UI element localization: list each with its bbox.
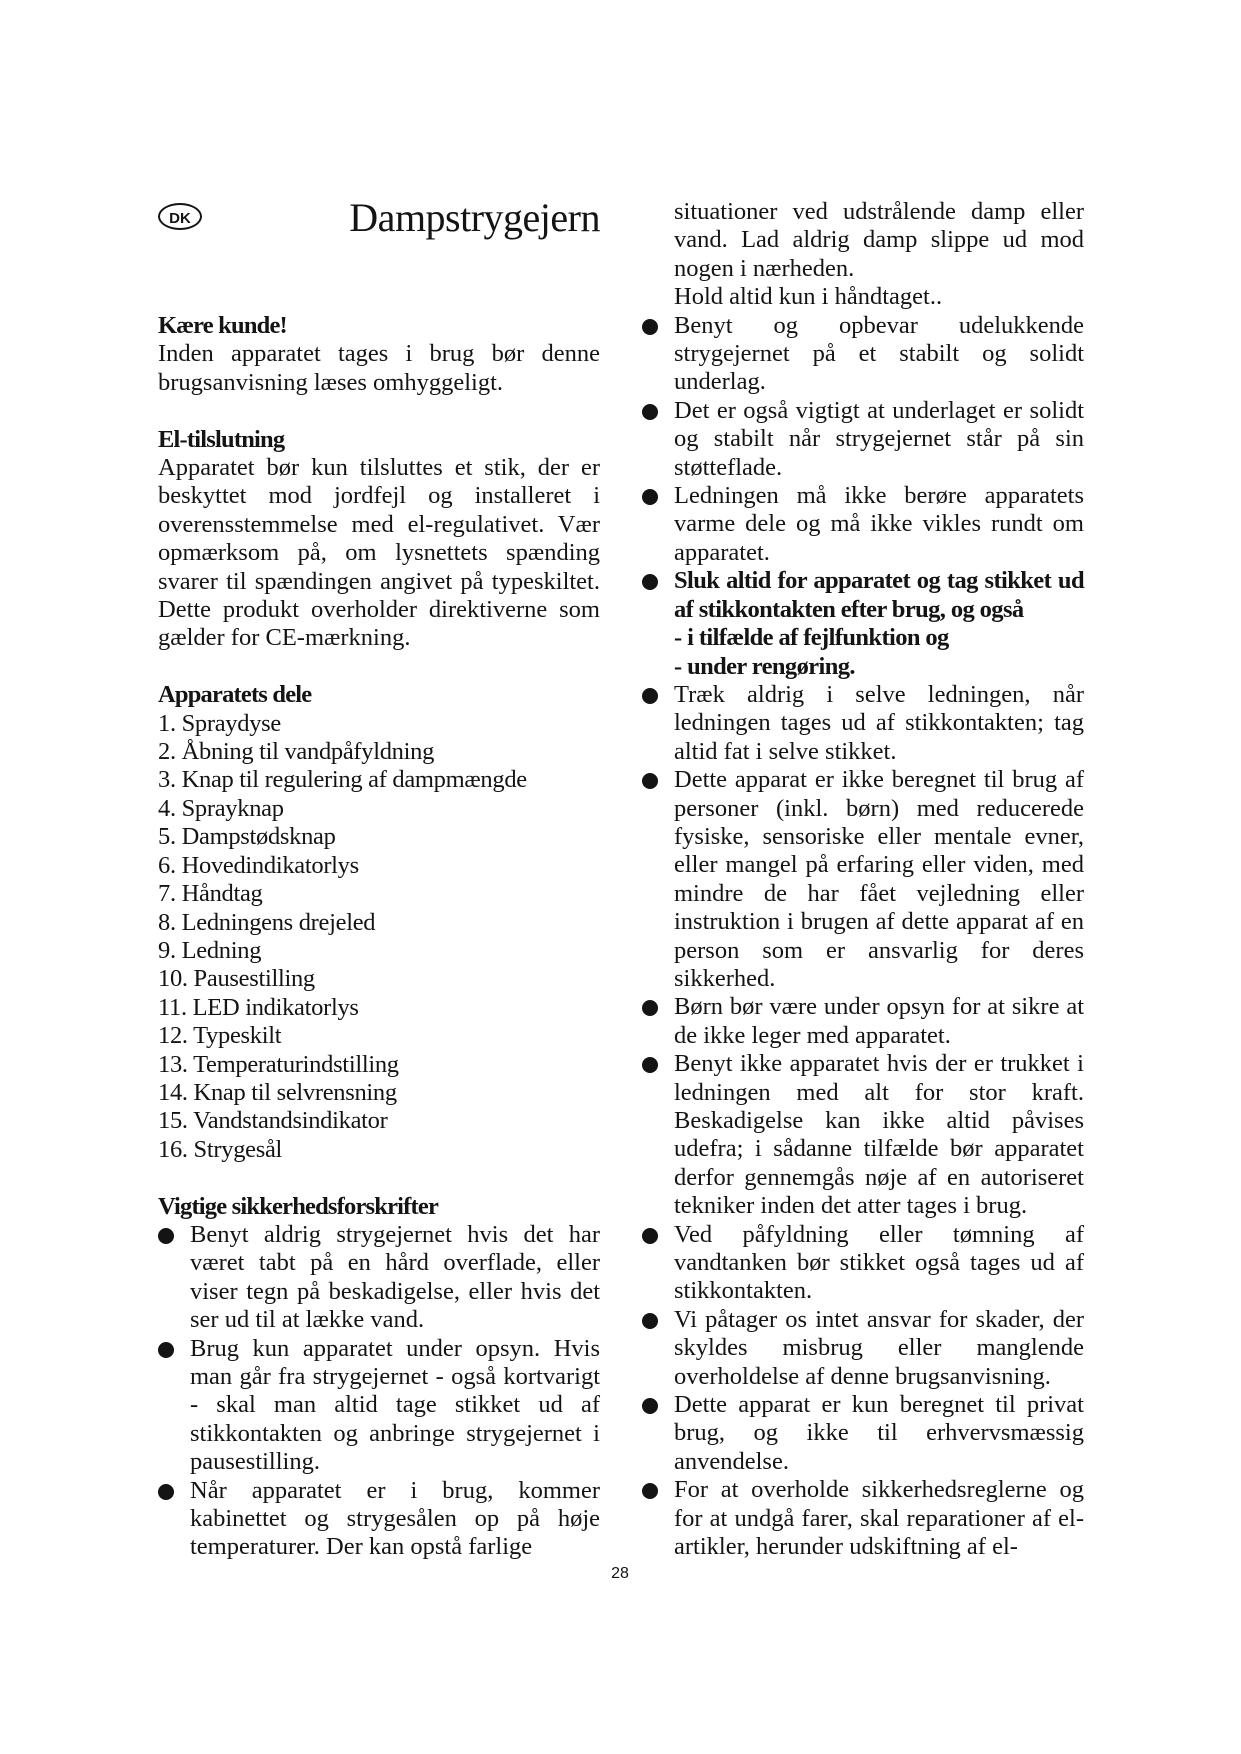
list-item: 13. Temperaturindstilling [158, 1050, 399, 1078]
list-item: Benyt og opbevar udelukkende strygejernet på et stabilt og solidt underlag. [642, 312, 1084, 397]
warning-line: Sluk altid for apparatet og tag stikket ud af stikkontakten efter brug, og også [674, 567, 1084, 623]
spacer [158, 653, 600, 681]
list-item: 1. Spraydyse [158, 709, 281, 737]
list-item: 4. Sprayknap [158, 794, 284, 822]
list-item: 8. Ledningens drejeled [158, 908, 376, 936]
warning-line: - i tilfælde af fejlfunktion og [674, 624, 949, 652]
list-item: Dette apparat er kun beregnet til privat brug, og ikke til erhvervsmæssig anvendelse. [642, 1391, 1084, 1476]
safety-continuation-2: Hold altid kun i håndtaget.. [674, 283, 943, 311]
country-badge: DK [158, 203, 202, 230]
list-item: For at overholde sikkerhedsreglerne og for at undgå farer, skal reparationer af el-artikler, herunder udskiftning af el- [642, 1476, 1084, 1561]
list-item: Benyt ikke apparatet hvis der er trukket i ledningen med alt for stor kraft. Beskadigelse kan ikke altid påvises udefra; i sådanne tilfælde bør apparatet derfor gennemgås nøje af en autoriseret tekniker inden det atter tages i brug. [642, 1050, 1084, 1220]
page-title: Dampstrygejern [349, 195, 600, 240]
parts-heading: Apparatets dele [158, 681, 312, 709]
list-item: Det er også vigtigt at underlaget er solidt og stabilt når strygejernet står på sin støtteflade. [642, 397, 1084, 482]
warning-line: - under rengøring. [674, 652, 855, 680]
list-item-warning [642, 567, 1084, 681]
list-item: 7. Håndtag [158, 880, 263, 908]
spacer [158, 397, 600, 425]
intro-heading: Kære kunde! [158, 312, 287, 339]
list-item: 11. LED indikatorlys [158, 993, 359, 1021]
list-item: Dette apparat er ikke beregnet til brug af personer (inkl. børn) med reducerede fysiske, sensoriske eller mentale evner, eller mangel på erfaring eller viden, med mindre de har fået vejledning eller instruktion i brugen af dette apparat af en person som er ansvarlig for deres sikkerhed. [642, 766, 1084, 993]
list-item: Ved påfyldning eller tømning af vandtanken bør stikket også tages ud af stikkontakten. [642, 1221, 1084, 1306]
list-item: 5. Dampstødsknap [158, 823, 336, 851]
list-item: 2. Åbning til vandpåfyldning [158, 738, 435, 766]
list-item: 16. Strygesål [158, 1135, 283, 1163]
safety-heading: Vigtige sikkerhedsforskrifter [158, 1192, 439, 1220]
page-number: 28 [611, 1565, 629, 1582]
list-item: 12. Typeskilt [158, 1022, 282, 1050]
list-item: Benyt aldrig strygejernet hvis det har været tabt på en hård overflade, eller viser tegn på beskadigelse, eller hvis det ser ud til at lække vand. [158, 1221, 600, 1335]
parts-list [158, 710, 600, 1165]
intro-text: Inden apparatet tages i brug bør denne brugsanvisning læses omhyggeligt. [158, 340, 600, 396]
list-item: Ledningen må ikke berøre apparatets varme dele og må ikke vikles rundt om apparatet. [642, 482, 1084, 567]
list-item: 15. Vandstandsindikator [158, 1107, 388, 1135]
list-item: 3. Knap til regulering af dampmængde [158, 766, 527, 794]
spacer [158, 1164, 600, 1192]
left-column [158, 312, 600, 1562]
list-item: 9. Ledning [158, 936, 262, 964]
list-item: Træk aldrig i selve ledningen, når ledningen tages ud af stikkontakten; tag altid fat i selve stikket. [642, 681, 1084, 766]
electrical-heading: El-tilslutning [158, 425, 285, 453]
list-item: 10. Pausestilling [158, 965, 315, 993]
safety-list-left [158, 1221, 600, 1562]
list-item: 6. Hovedindikatorlys [158, 851, 359, 879]
electrical-text: Apparatet bør kun tilsluttes et stik, der er beskyttet mod jordfejl og installeret i overensstemmelse med el-regulativet. Vær opmærksom på, om lysnettets spænding svarer til spændingen angivet på typeskiltet. Dette produkt overholder direktiverne som gælder for CE-mærkning. [158, 454, 600, 652]
list-item: 14. Knap til selvrensning [158, 1078, 397, 1106]
list-item: Når apparatet er i brug, kommer kabinettet og strygesålen op på høje temperaturer. Der kan opstå farlige [158, 1477, 600, 1562]
list-item: Brug kun apparatet under opsyn. Hvis man går fra strygejernet - også kortvarigt - skal man altid tage stikket ud af stikkontakten og anbringe strygejernet i pausestilling. [158, 1335, 600, 1477]
list-item: Vi påtager os intet ansvar for skader, der skyldes misbrug eller manglende overholdelse af denne brugsanvisning. [642, 1306, 1084, 1391]
list-item: Børn bør være under opsyn for at sikre at de ikke leger med apparatet. [642, 993, 1084, 1050]
right-column [642, 198, 1084, 1562]
safety-list-right [642, 312, 1084, 1562]
safety-continuation: situationer ved udstrålende damp eller vand. Lad aldrig damp slippe ud mod nogen i nærheden. [674, 198, 1084, 282]
